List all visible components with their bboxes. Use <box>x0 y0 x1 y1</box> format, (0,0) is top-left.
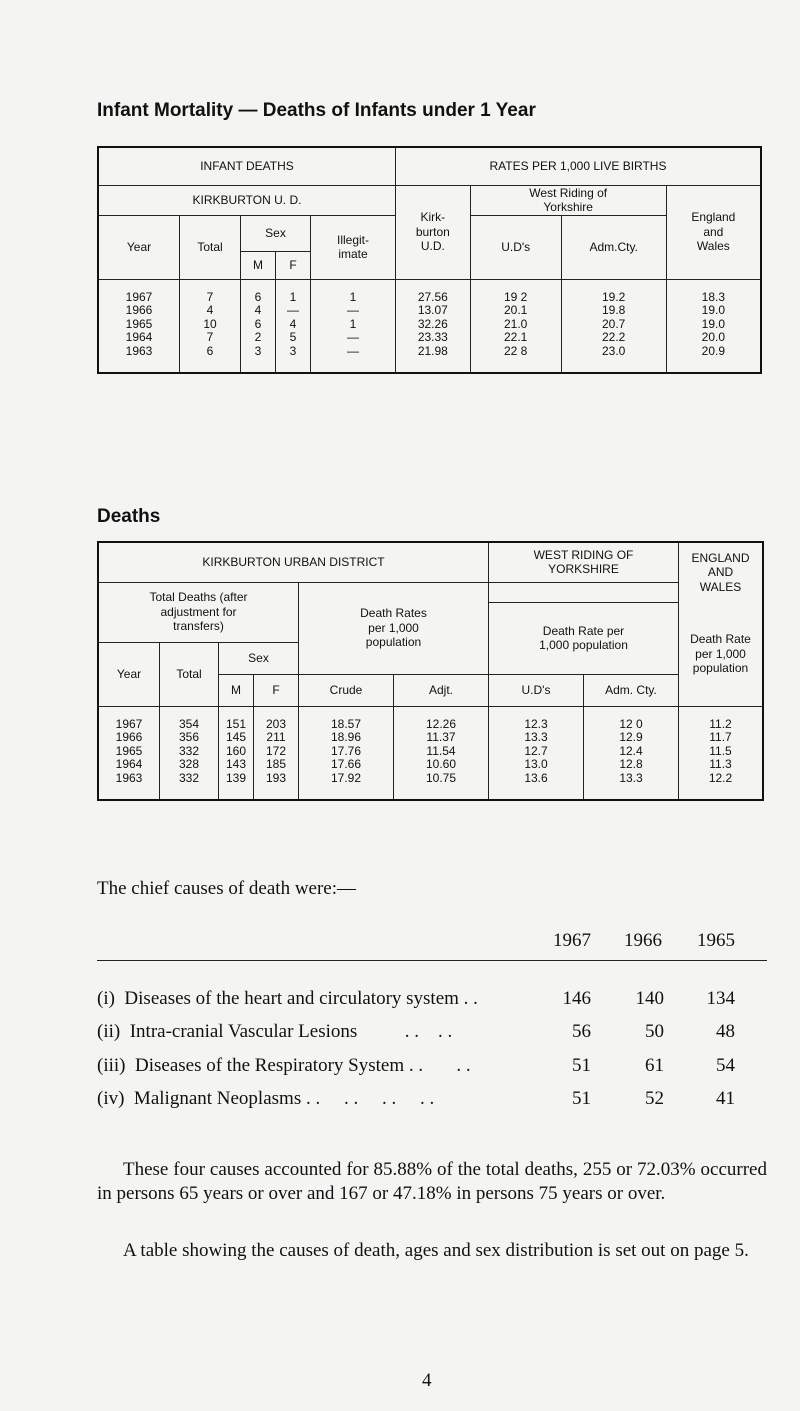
table-cell: 6 <box>180 345 241 374</box>
cause-count: 146 <box>562 988 591 1009</box>
summary-paragraph: These four causes accounted for 85.88% of the total deaths, 255 or 72.03% occurred in persons 65 years or over and 167 or 47.18% in persons 75 years or over. <box>97 1159 767 1204</box>
table-row <box>98 345 761 374</box>
table-cell: 13.07 <box>396 304 471 318</box>
table-cell: — <box>276 304 311 318</box>
west-riding-header: WEST RIDING OF YORKSHIRE <box>489 542 679 582</box>
adm-cty-header: Adm.Cty. <box>561 215 666 279</box>
table-cell: 1 <box>311 318 396 332</box>
deaths-table <box>97 541 764 801</box>
table-cell: 20.1 <box>470 304 561 318</box>
table-cell: 18.96 <box>299 731 394 745</box>
cause-count: 50 <box>645 1021 664 1042</box>
table-row <box>98 758 763 772</box>
female-header: F <box>276 251 311 279</box>
male-header: M <box>241 251 276 279</box>
table-cell: 1 <box>311 279 396 304</box>
table-cell: 21.0 <box>470 318 561 332</box>
cause-label: (iii) Diseases of the Respiratory System . . . . <box>97 1055 471 1076</box>
sex-header: Sex <box>219 642 299 674</box>
table-cell: 203 <box>254 706 299 731</box>
table-cell: 356 <box>160 731 219 745</box>
infant-mortality-table <box>97 146 762 374</box>
table-cell: 4 <box>276 318 311 332</box>
table-row <box>98 745 763 759</box>
table-cell: 354 <box>160 706 219 731</box>
total-deaths-header: Total Deaths (after adjustment for transfers) <box>98 582 299 642</box>
table-cell: 5 <box>276 331 311 345</box>
table-cell: 19.2 <box>561 279 666 304</box>
table-cell: 1964 <box>125 330 153 344</box>
table-cell: 27.56 <box>396 279 471 304</box>
adm-cty-header: Adm. Cty. <box>584 674 679 706</box>
table-cell: 22.2 <box>561 331 666 345</box>
year-header: Year <box>98 642 160 706</box>
table-cell: 10.60 <box>394 758 489 772</box>
adjt-header: Adjt. <box>394 674 489 706</box>
table-cell: 17.76 <box>299 745 394 759</box>
england-wales-header: England and Wales <box>666 185 761 279</box>
table-cell: 12 0 <box>584 706 679 731</box>
table-cell: 13.6 <box>489 772 584 801</box>
chief-causes <box>97 878 767 1109</box>
table-cell: 2 <box>241 331 276 345</box>
table-cell: 4 <box>241 304 276 318</box>
infant-deaths-header: INFANT DEATHS <box>98 147 396 185</box>
table-cell: 1965 <box>115 743 143 758</box>
table-row <box>98 731 763 745</box>
cause-count: 51 <box>572 1055 591 1076</box>
table-cell: — <box>311 345 396 374</box>
table-row <box>98 304 761 318</box>
table-cell: 3 <box>276 345 311 374</box>
table-cell: 13.3 <box>489 731 584 745</box>
table-cell: 20.9 <box>666 345 761 374</box>
table-cell: 12.8 <box>584 758 679 772</box>
cause-count: 134 <box>706 988 735 1009</box>
table-cell: 3 <box>241 345 276 374</box>
causes-intro: The chief causes of death were:— <box>97 878 357 899</box>
reference-paragraph: A table showing the causes of death, ages and sex distribution is set out on page 5. <box>123 1240 749 1261</box>
table-cell: 19 2 <box>470 279 561 304</box>
table-cell: 23.33 <box>396 331 471 345</box>
table-cell: 143 <box>219 758 254 772</box>
table-cell: 1963 <box>115 770 143 785</box>
table-cell: 6 <box>241 318 276 332</box>
table-cell: 11.37 <box>394 731 489 745</box>
west-riding-header: West Riding of Yorkshire <box>470 185 666 215</box>
total-header: Total <box>180 215 241 279</box>
table-cell: 1966 <box>125 303 153 317</box>
table-cell: 13.0 <box>489 758 584 772</box>
table-cell: 172 <box>254 745 299 759</box>
table-cell: 139 <box>219 772 254 801</box>
female-header: F <box>254 674 299 706</box>
table-cell: 12.4 <box>584 745 679 759</box>
table-cell: 1967 <box>125 289 153 304</box>
cause-count: 61 <box>645 1055 664 1076</box>
table-cell: 32.26 <box>396 318 471 332</box>
table-cell: 332 <box>160 772 219 801</box>
england-wales-header: ENGLAND AND WALES <box>679 542 764 602</box>
table-cell: 11.54 <box>394 745 489 759</box>
table-cell: 12.3 <box>489 706 584 731</box>
uds-header: U.D's <box>489 674 584 706</box>
table-row <box>98 279 761 304</box>
table-cell: 151 <box>219 706 254 731</box>
illegitimate-header: Illegit- imate <box>311 215 396 279</box>
table-cell: 13.3 <box>584 772 679 801</box>
table-row <box>98 706 763 731</box>
deaths-heading: Deaths <box>97 506 161 527</box>
rates-header: RATES PER 1,000 LIVE BIRTHS <box>396 147 762 185</box>
cause-count: 51 <box>572 1088 591 1109</box>
table-cell: — <box>311 304 396 318</box>
page-number: 4 <box>422 1370 432 1391</box>
cause-label: (iv) Malignant Neoplasms . . . . . . . . <box>97 1088 435 1109</box>
table-cell: 11.7 <box>679 731 764 745</box>
table-cell: 10.75 <box>394 772 489 801</box>
table-cell: 12.7 <box>489 745 584 759</box>
table-cell: 1967 <box>115 716 143 731</box>
table-cell: 328 <box>160 758 219 772</box>
table-cell: 7 <box>180 279 241 304</box>
wr-death-rate-header: Death Rate per 1,000 population <box>489 602 679 674</box>
table-cell: 22.1 <box>470 331 561 345</box>
table-cell: 20.7 <box>561 318 666 332</box>
table-cell: — <box>311 331 396 345</box>
table-row <box>98 318 761 332</box>
causes-year-header <box>97 930 767 961</box>
cause-item <box>97 988 767 1014</box>
table-cell: 11.5 <box>679 745 764 759</box>
table-cell: 12.26 <box>394 706 489 731</box>
kirkburton-district-header: KIRKBURTON URBAN DISTRICT <box>98 542 489 582</box>
year-1966: 1966 <box>624 930 662 951</box>
table-cell: 1966 <box>115 730 143 744</box>
table-cell: 21.98 <box>396 345 471 374</box>
table-cell: 1965 <box>125 316 153 331</box>
year-1965: 1965 <box>697 930 735 951</box>
england-death-rate-header: Death Rate per 1,000 population <box>679 602 764 706</box>
table-cell: 11.3 <box>679 758 764 772</box>
table-cell: 18.3 <box>666 279 761 304</box>
table-cell: 6 <box>241 279 276 304</box>
table-cell: 1964 <box>115 757 143 771</box>
year-header: Year <box>98 215 180 279</box>
year-1967: 1967 <box>553 930 591 951</box>
table-cell: 17.92 <box>299 772 394 801</box>
table-cell: 332 <box>160 745 219 759</box>
table-cell: 22 8 <box>470 345 561 374</box>
table-cell: 23.0 <box>561 345 666 374</box>
kirkburton-ud-header: Kirk- burton U.D. <box>396 185 471 279</box>
infant-mortality-heading: Infant Mortality — Deaths of Infants under 1 Year <box>97 100 536 121</box>
table-cell: 18.57 <box>299 706 394 731</box>
table-cell: 12.2 <box>679 772 764 801</box>
table-cell: 211 <box>254 731 299 745</box>
table-cell: 19.0 <box>666 304 761 318</box>
cause-count: 41 <box>716 1088 735 1109</box>
death-rates-header: Death Rates per 1,000 population <box>299 582 489 674</box>
cause-count: 56 <box>572 1021 591 1042</box>
table-cell: 10 <box>180 318 241 332</box>
table-cell: 20.0 <box>666 331 761 345</box>
cause-label: (i) Diseases of the heart and circulatory system . . <box>97 988 478 1009</box>
table-cell: 7 <box>180 331 241 345</box>
cause-item <box>97 1088 767 1114</box>
crude-header: Crude <box>299 674 394 706</box>
table-cell: 193 <box>254 772 299 801</box>
cause-item <box>97 1021 767 1047</box>
cause-count: 48 <box>716 1021 735 1042</box>
table-row <box>98 772 763 801</box>
table-row <box>98 331 761 345</box>
table-cell: 145 <box>219 731 254 745</box>
table-cell: 185 <box>254 758 299 772</box>
cause-count: 54 <box>716 1055 735 1076</box>
table-cell: 160 <box>219 745 254 759</box>
table-cell: 1963 <box>125 343 153 358</box>
cause-count: 140 <box>635 988 664 1009</box>
cause-count: 52 <box>645 1088 664 1109</box>
cause-item <box>97 1055 767 1081</box>
table-cell: 19.8 <box>561 304 666 318</box>
kirkburton-header: KIRKBURTON U. D. <box>98 185 396 215</box>
table-cell: 11.2 <box>679 706 764 731</box>
table-cell: 4 <box>180 304 241 318</box>
uds-header: U.D's <box>470 215 561 279</box>
sex-header: Sex <box>241 215 311 251</box>
male-header: M <box>219 674 254 706</box>
table-cell: 1 <box>276 279 311 304</box>
table-cell: 17.66 <box>299 758 394 772</box>
total-header: Total <box>160 642 219 706</box>
table-cell: 12.9 <box>584 731 679 745</box>
cause-label: (ii) Intra-cranial Vascular Lesions . . . . <box>97 1021 453 1042</box>
table-cell: 19.0 <box>666 318 761 332</box>
